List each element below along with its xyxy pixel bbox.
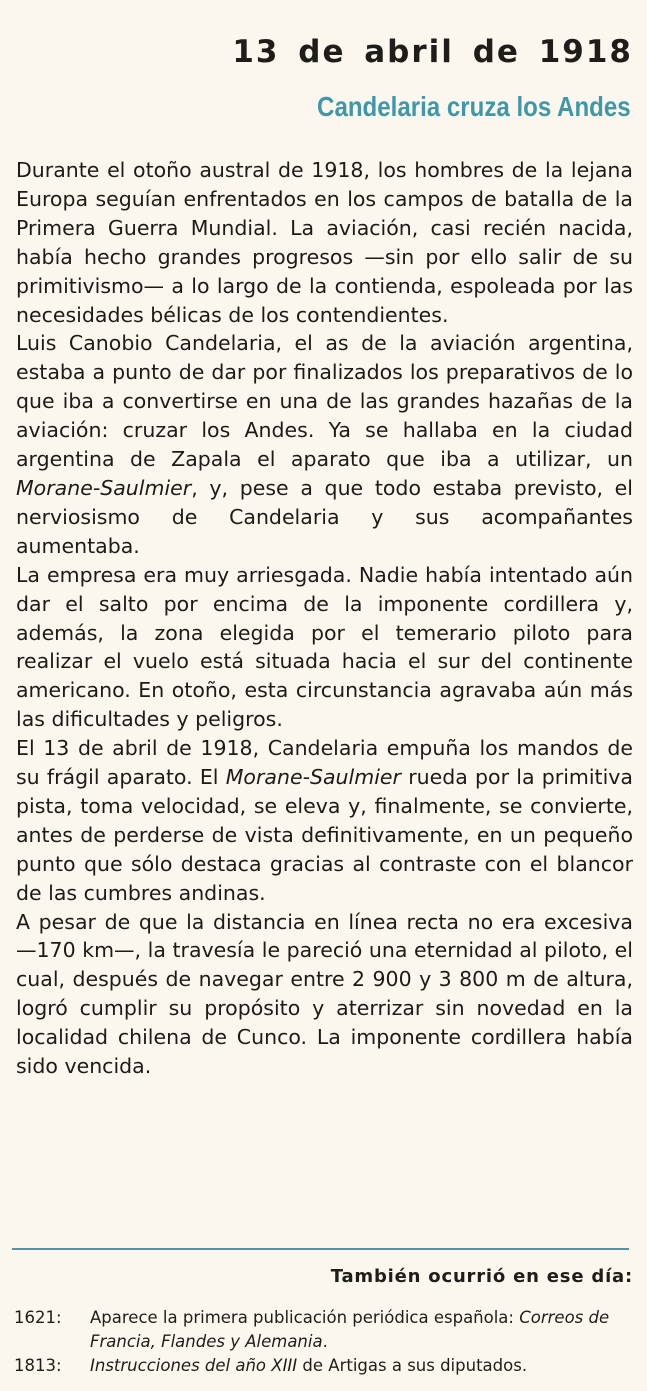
paragraph-text: Durante el otoño austral de 1918, los hombres de la lejana Europa seguían enfrentados en los campos de batalla de la Primera Guerra Mundial. La aviación, casi recién nacida, había hecho grandes progresos —sin por ello salir de su primitivismo— a lo largo de la contienda, espoleada por las necesidades bélicas de los contendientes. bbox=[16, 158, 633, 327]
paragraph-text: La empresa era muy arriesgada. Nadie había intentado aún dar el salto por encima de la imponente cordillera y, además, la zona elegida por el temerario piloto para realizar el vuelo está situada hacia el sur del continente americano. En otoño, esta circunstancia agravaba aún más las dificultades y peligros. bbox=[16, 562, 633, 732]
event-text bbox=[90, 1306, 634, 1354]
section-divider bbox=[12, 1248, 629, 1250]
article-subtitle: Candelaria cruza los Andes bbox=[317, 91, 631, 122]
article-paragraph bbox=[16, 908, 633, 1081]
event-text-part: de Artigas a sus diputados. bbox=[297, 1356, 528, 1375]
event-item bbox=[14, 1306, 634, 1354]
event-year: 1621: bbox=[14, 1308, 62, 1327]
paragraph-text: , y, pese a que todo estaba previsto, el nerviosismo de Candelaria y sus acompañantes aumentaba. bbox=[16, 475, 633, 558]
article-paragraph bbox=[16, 734, 633, 907]
article-body bbox=[16, 156, 633, 1081]
article-paragraph bbox=[16, 156, 633, 329]
also-happened-heading: También ocurrió en ese día: bbox=[330, 1266, 633, 1287]
publication-title: Correos de Francia, Flandes y Alemania bbox=[90, 1308, 610, 1351]
paragraph-text: rueda por la primitiva pista, toma velocidad, se eleva y, finalmente, se convierte, antes de perderse de vista definitivamente, en un pequeño punto que sólo destaca gracias al contraste con el blancor de las cumbres andinas. bbox=[16, 765, 633, 905]
paragraph-text: Luis Canobio Candelaria, el as de la aviación argentina, estaba a punto de dar por finalizados los preparativos de lo que iba a convertirse en una de las grandes hazañas de la aviación: cruzar los Andes. Ya se hallaba en la ciudad argentina de Zapala el aparato que iba a utilizar, un bbox=[16, 331, 633, 472]
article-paragraph bbox=[16, 561, 633, 734]
paragraph-text: El 13 de abril de 1918, Candelaria empuña los mandos de su frágil aparato. El bbox=[16, 736, 633, 790]
document-title: Instrucciones del año XIII bbox=[90, 1356, 298, 1375]
article-paragraph bbox=[16, 329, 633, 560]
also-happened-list bbox=[14, 1306, 634, 1378]
aircraft-name: Morane-Saulmier bbox=[225, 765, 401, 790]
event-text bbox=[90, 1354, 634, 1378]
event-text-part: Aparece la primera publicación periódica española: bbox=[90, 1308, 520, 1327]
page-title-date: 13 de abril de 1918 bbox=[232, 34, 633, 70]
event-item bbox=[14, 1354, 634, 1378]
event-text-part: . bbox=[322, 1332, 328, 1351]
aircraft-name: Morane-Saulmier bbox=[16, 475, 192, 500]
event-year: 1813: bbox=[14, 1356, 62, 1375]
paragraph-text: A pesar de que la distancia en línea recta no era excesiva —170 km—, la travesía le pareció una eternidad al piloto, el cual, después de navegar entre 2 900 y 3 800 m de altura, logró cumplir su propósito y aterrizar sin novedad en la localidad chilena de Cunco. La imponente cordillera había sido vencida. bbox=[16, 909, 633, 1079]
